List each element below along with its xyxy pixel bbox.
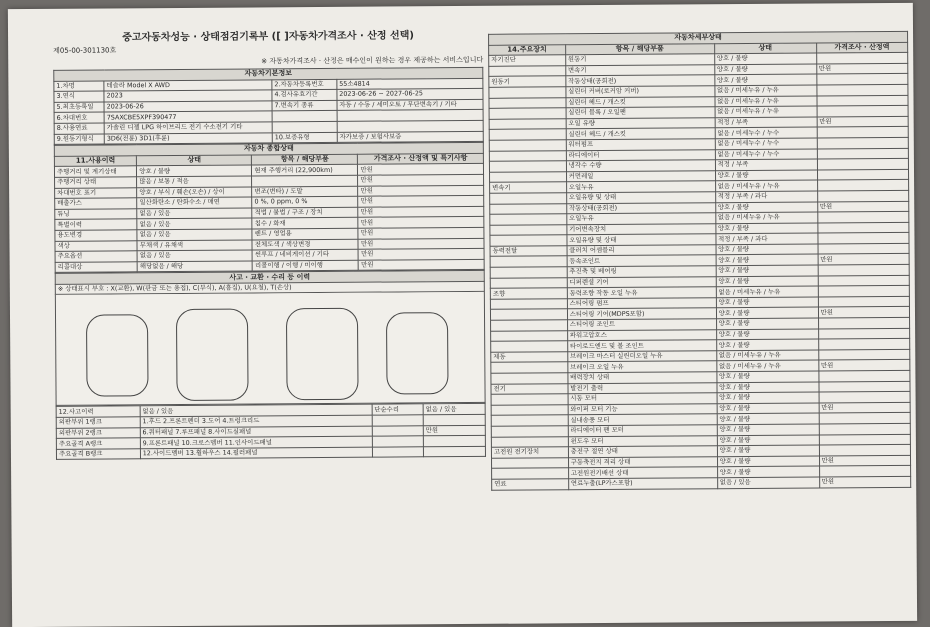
basic-cell-v: 7SAXCBE5XPF390477	[104, 111, 272, 123]
overall-cell-p: 만원	[359, 259, 485, 270]
basic-cell-v: 3D6(전륜) 3D1(후륜)	[104, 132, 272, 144]
detail-cell-s: 없음 / 미세누유 / 누유	[716, 360, 818, 371]
basic-cell-k2: 10.보증유형	[272, 132, 337, 143]
detail-cell-s: 없음 / 미세누유 / 누유	[714, 85, 816, 96]
detail-cell-i: 등속조인트	[567, 255, 716, 267]
right-page	[488, 3, 912, 624]
overall-cell-p: 만원	[359, 248, 485, 259]
accident-cell-k2	[372, 436, 423, 447]
detail-cell-g	[489, 66, 566, 77]
basic-cell-v: 가솔린 디젤 LPG 하이브리드 전기 수소전기 기타	[104, 122, 272, 134]
car-diagram	[55, 292, 486, 406]
detail-cell-i: 디퍼렌셜 기어	[567, 276, 716, 288]
detail-cell-p: 만원	[818, 360, 909, 371]
detail-column-header: 가격조사 · 산정액	[816, 42, 907, 53]
detail-cell-p	[818, 275, 909, 286]
detail-cell-i: 발전기 출력	[568, 382, 717, 394]
detail-cell-i: 오일유량 및 상태	[567, 234, 716, 246]
detail-cell-s: 양호 / 불량	[716, 371, 818, 382]
detail-cell-i: 라디에이터 팬 모터	[568, 425, 717, 437]
detail-cell-i: 작동상태(공회전)	[566, 202, 715, 214]
detail-cell-s: 없음 / 미세누수 / 누수	[715, 149, 817, 160]
car-side-left-outline	[86, 315, 149, 397]
detail-cell-g	[490, 203, 567, 214]
detail-cell-g	[491, 426, 568, 437]
detail-cell-p	[816, 53, 907, 64]
overall-cell-i: 현재 주행거리 (22,900km)	[252, 165, 358, 176]
detail-cell-p	[818, 328, 909, 339]
inspection-document	[8, 3, 917, 627]
overall-cell-i: 썬루프 / 네비게이션 / 기타	[252, 249, 358, 260]
overall-cell-v: 일산화탄소 / 탄화수소 / 매연	[137, 197, 252, 208]
detail-cell-p	[818, 286, 909, 297]
detail-cell-i: 연료누출(LP가스포함)	[568, 478, 717, 490]
basic-cell-v2: 자동 / 수동 / 세미오토 / 무단변속기 / 기타	[337, 99, 483, 111]
overall-cell-i	[252, 175, 358, 186]
detail-cell-p	[817, 169, 908, 180]
basic-cell-v2: 55소4814	[337, 78, 483, 90]
detail-cell-p	[819, 381, 910, 392]
detail-cell-p	[819, 445, 910, 456]
detail-cell-p	[817, 222, 908, 233]
detail-cell-s: 양호 / 불량	[717, 392, 819, 403]
detail-cell-p	[818, 243, 909, 254]
detail-cell-p	[817, 211, 908, 222]
accident-cell-v: 12.사이드멤버 13.휠하우스 14.필러패널	[140, 447, 372, 459]
detail-cell-s: 양호 / 불량	[716, 329, 818, 340]
detail-cell-s: 양호 / 불량	[714, 64, 816, 75]
detail-cell-g	[490, 214, 567, 225]
basic-cell-k: 1.차명	[54, 81, 104, 92]
detail-cell-p	[819, 413, 910, 424]
basic-cell-v: 2023	[104, 90, 272, 102]
detail-cell-s: 없음 / 있음	[717, 477, 819, 488]
overall-cell-p: 만원	[358, 227, 484, 238]
detail-cell-g	[490, 299, 567, 310]
detail-cell-g	[490, 277, 567, 288]
detail-cell-p	[818, 339, 909, 350]
overall-cell-i: 적법 / 불법 / 구조 / 장치	[252, 207, 358, 218]
detail-status-table	[488, 31, 911, 490]
detail-cell-s: 양호 / 불량	[715, 202, 817, 213]
detail-cell-i: 워터펌프	[566, 139, 715, 151]
detail-cell-p	[818, 296, 909, 307]
accident-row	[56, 446, 485, 460]
detail-cell-g: 자기진단	[489, 55, 566, 66]
detail-cell-s: 양호 / 불량	[716, 244, 818, 255]
accident-legend: ※ 상태표시 부호 : X(교환), W(판금 또는 용접), C(부식), A(흠집), U(요철), T(손상)	[55, 281, 484, 295]
overall-cell-p: 만원	[358, 164, 484, 175]
detail-cell-g: 고전원 전기장치	[491, 447, 568, 458]
document-title: 중고자동차성능 · 상태점검기록부 ([ ]자동차가격조사 · 산정 선택)	[122, 30, 414, 44]
overall-cell-i: 렌트 / 영업용	[252, 228, 358, 239]
detail-cell-i: 충전구 절연 상태	[568, 446, 717, 458]
overall-cell-v: 없음 / 있음	[137, 250, 252, 261]
detail-cell-p	[817, 148, 908, 159]
basic-cell-k: 9.원동기형식	[54, 134, 104, 145]
detail-cell-i: 시동 모터	[568, 393, 717, 405]
basic-cell-k2	[272, 121, 337, 132]
detail-cell-p: 만원	[818, 254, 909, 265]
accident-cell-k: 주요골격 B랭크	[56, 449, 140, 460]
overall-cell-v: 없음 / 있음	[137, 229, 252, 240]
detail-cell-i: 실린더 헤드 / 개스킷	[566, 96, 715, 108]
detail-cell-s: 양호 / 불량	[714, 53, 816, 64]
detail-cell-g	[489, 140, 566, 151]
detail-cell-s: 양호 / 불량	[716, 307, 818, 318]
detail-cell-s: 양호 / 불량	[716, 297, 818, 308]
car-side-right-outline	[386, 313, 449, 395]
detail-cell-i: 동력조향 작동 오일 누유	[567, 287, 716, 299]
overall-cell-k: 리콜대상	[55, 261, 137, 272]
accident-cell-v: 없음 / 있음	[140, 405, 372, 417]
detail-cell-i: 냉각수 수량	[566, 160, 715, 172]
detail-cell-s: 양호 / 불량	[714, 74, 816, 85]
detail-cell-s: 없음 / 미세누유 / 누유	[716, 286, 818, 297]
detail-cell-i: 윈도우 모터	[568, 435, 717, 447]
overall-cell-i: 0 %, 0 ppm, 0 %	[252, 196, 358, 207]
detail-cell-g	[489, 108, 566, 119]
detail-cell-p	[819, 423, 910, 434]
detail-cell-g	[489, 119, 566, 130]
detail-cell-i: 원동기	[565, 54, 714, 66]
detail-cell-p: 만원	[817, 116, 908, 127]
overall-cell-i: 전체도색 / 색상변경	[252, 239, 358, 250]
detail-cell-i: 변속기	[565, 65, 714, 77]
accident-cell-v: 9.프론트패널 10.크로스멤버 11.인사이드패널	[140, 436, 372, 448]
overall-cell-i: 침수 / 화재	[252, 218, 358, 229]
overall-cell-p: 만원	[358, 238, 484, 249]
detail-cell-s: 적정 / 부족 / 과다	[715, 191, 817, 202]
detail-cell-g	[489, 161, 566, 172]
detail-cell-s: 양호 / 불량	[716, 265, 818, 276]
detail-cell-g	[491, 405, 568, 416]
accident-cell-k: 12.사고이력	[56, 406, 140, 417]
detail-cell-s: 없음 / 미세누유 / 누유	[715, 96, 817, 107]
overall-cell-p: 만원	[358, 217, 484, 228]
detail-column-header: 항목 / 해당부품	[565, 43, 714, 55]
detail-cell-i: 브레이크 오일 누유	[568, 361, 717, 373]
detail-cell-i: 스티어링 조인트	[567, 319, 716, 331]
detail-cell-s: 적정 / 부족 / 과다	[716, 233, 818, 244]
overall-status-header: 자동차 종합상태	[54, 143, 483, 157]
detail-cell-g: 조향	[490, 288, 567, 299]
accident-cell-k2	[372, 415, 423, 426]
overall-cell-p: 만원	[358, 195, 484, 206]
detail-cell-s: 없음 / 미세누유 / 누유	[715, 180, 817, 191]
overall-cell-v: 많음 / 보통 / 적음	[137, 176, 252, 187]
detail-cell-p: 만원	[819, 476, 910, 487]
overall-cell-k: 주행거리 상태	[55, 177, 137, 188]
detail-cell-g: 전기	[491, 383, 568, 394]
detail-cell-s: 양호 / 불량	[715, 170, 817, 181]
detail-cell-p: 만원	[819, 402, 910, 413]
accident-cell-v2: 만원	[423, 425, 485, 436]
left-page	[53, 6, 487, 627]
detail-cell-s: 양호 / 불량	[716, 339, 818, 350]
accident-history-header: 사고 · 교환 · 수리 등 이력	[55, 271, 484, 285]
overall-cell-p: 만원	[358, 174, 484, 185]
basic-cell-k: 3.연식	[54, 91, 104, 102]
detail-cell-g	[491, 341, 568, 352]
detail-cell-g	[490, 256, 567, 267]
detail-cell-g	[490, 193, 567, 204]
detail-cell-s: 양호 / 불량	[717, 382, 819, 393]
detail-cell-s: 양호 / 불량	[716, 254, 818, 265]
detail-cell-g: 연료	[492, 479, 569, 490]
detail-cell-s: 없음 / 미세누유 / 누유	[716, 350, 818, 361]
overall-cell-v: 무채색 / 유채색	[137, 239, 252, 250]
detail-cell-g	[490, 267, 567, 278]
accident-detail-table	[56, 403, 486, 460]
detail-cell-i: 추진축 및 베어링	[567, 266, 716, 278]
detail-cell-i: 타이로드엔드 및 볼 조인트	[567, 340, 716, 352]
accident-cell-k: 주요골격 A랭크	[56, 438, 140, 449]
detail-cell-g: 동력전달	[490, 246, 567, 257]
detail-cell-i: 오일 유량	[566, 117, 715, 129]
detail-cell-i: 실내송풍 모터	[568, 414, 717, 426]
basic-cell-k2: 2.자동차등록번호	[272, 79, 337, 90]
detail-cell-g	[489, 87, 566, 98]
detail-cell-i: 스티어링 기어(MDPS포함)	[567, 308, 716, 320]
detail-cell-g	[491, 373, 568, 384]
detail-cell-p	[818, 233, 909, 244]
detail-cell-p	[818, 349, 909, 360]
basic-cell-v: 2023-06-26	[104, 101, 272, 113]
detail-cell-s: 없음 / 미세누수 / 누수	[715, 127, 817, 138]
detail-cell-p	[817, 137, 908, 148]
detail-cell-s: 양호 / 불량	[717, 435, 819, 446]
overall-cell-k: 차대번호 표기	[55, 187, 137, 198]
overall-cell-k: 주행거리 및 계기상태	[54, 166, 136, 177]
accident-cell-v2	[423, 436, 485, 447]
overall-cell-i: 변조(변타) / 도말	[252, 186, 358, 197]
detail-cell-p	[817, 180, 908, 191]
detail-cell-i: 고전원전기배선 상태	[568, 467, 717, 479]
overall-cell-k: 색상	[55, 240, 137, 251]
detail-cell-g: 원동기	[489, 76, 566, 87]
detail-cell-g	[489, 129, 566, 140]
basic-cell-v2: 자가보증 / 보험사보증	[337, 131, 483, 143]
overall-status-table	[54, 142, 485, 273]
detail-cell-g	[491, 458, 568, 469]
overall-cell-i: 리콜이행 / 이행 / 미이행	[252, 260, 358, 271]
basic-info-header: 자동차기본정보	[54, 67, 483, 81]
detail-cell-p	[818, 317, 909, 328]
detail-cell-i: 파워고압호스	[567, 329, 716, 341]
detail-cell-i: 브레이크 마스터 실린더오일 누유	[567, 351, 716, 363]
detail-cell-i: 라디에이터	[566, 149, 715, 161]
detail-cell-g	[491, 394, 568, 405]
detail-cell-i: 오일누유	[566, 181, 715, 193]
detail-cell-s: 양호 / 불량	[717, 466, 819, 477]
detail-cell-s: 적정 / 부족	[715, 117, 817, 128]
accident-cell-k2: 단순수리	[372, 404, 423, 415]
overall-column-header: 항목 / 해당부품	[252, 154, 358, 165]
overall-column-header: 11.사용이력	[54, 156, 136, 167]
detail-cell-s: 적정 / 부족	[715, 159, 817, 170]
basic-cell-v2: 2023-06-26 ~ 2027-06-25	[337, 89, 483, 101]
detail-cell-i: 커먼레일	[566, 170, 715, 182]
overall-cell-v: 없음 / 있음	[137, 218, 252, 229]
detail-cell-s: 양호 / 불량	[717, 413, 819, 424]
accident-cell-k2	[372, 447, 423, 458]
overall-cell-k: 튜닝	[55, 208, 137, 219]
detail-cell-p	[817, 106, 908, 117]
detail-cell-g: 제동	[491, 352, 568, 363]
detail-cell-g	[489, 97, 566, 108]
detail-cell-s: 없음 / 미세누유 / 누유	[715, 212, 817, 223]
detail-row	[492, 476, 911, 490]
detail-cell-g	[490, 235, 567, 246]
detail-cell-g	[491, 436, 568, 447]
detail-cell-g	[490, 309, 567, 320]
detail-cell-g	[490, 171, 567, 182]
overall-column-header: 가격조사 · 산정액 및 특기사항	[358, 153, 484, 164]
basic-cell-k2: 7.변속기 종류	[272, 100, 337, 111]
detail-status-header: 자동차세부상태	[489, 31, 908, 45]
detail-cell-s: 양호 / 불량	[716, 318, 818, 329]
detail-cell-s: 없음 / 미세누수 / 누수	[715, 138, 817, 149]
detail-cell-i: 오일유량 및 상태	[566, 192, 715, 204]
detail-cell-g	[492, 468, 569, 479]
overall-cell-p: 만원	[358, 206, 484, 217]
accident-cell-v: 6.쿼터패널 7.루프패널 8.사이드실패널	[140, 426, 372, 438]
detail-cell-p: 만원	[818, 307, 909, 318]
accident-cell-v2	[423, 414, 485, 425]
car-top-front-outline	[176, 309, 249, 402]
detail-cell-g: 변속기	[490, 182, 567, 193]
detail-cell-g	[491, 362, 568, 373]
detail-cell-g	[491, 320, 568, 331]
service-note: ※ 자동차가격조사 · 산정은 매수인이 원하는 경우 제공하는 서비스입니다	[261, 55, 484, 66]
detail-column-header: 14.주요장치	[489, 44, 566, 55]
overall-cell-k: 주요옵션	[55, 251, 137, 262]
detail-cell-s: 양호 / 불량	[716, 276, 818, 287]
accident-history-table	[55, 270, 485, 295]
document-number: 제05-00-301130호	[53, 46, 117, 55]
detail-cell-s: 양호 / 불량	[717, 445, 819, 456]
accident-cell-v2	[423, 446, 485, 457]
accident-cell-v2: 없음 / 있음	[423, 404, 485, 415]
basic-cell-k2	[272, 111, 337, 122]
detail-cell-p	[819, 434, 910, 445]
overall-cell-v: 없음 / 있음	[137, 208, 252, 219]
detail-cell-p	[817, 159, 908, 170]
detail-cell-p	[816, 84, 907, 95]
detail-cell-i: 실린더 블록 / 오일팬	[566, 107, 715, 119]
basic-cell-v: 테슬라 Model X AWD	[104, 79, 272, 91]
detail-cell-i: 스티어링 펌프	[567, 298, 716, 310]
overall-cell-k: 특별이력	[55, 219, 137, 230]
detail-cell-i: 작동상태(공회전)	[566, 75, 715, 87]
detail-cell-p	[817, 95, 908, 106]
detail-cell-p: 만원	[816, 63, 907, 74]
detail-cell-p	[816, 74, 907, 85]
overall-cell-v: 양호 / 불량	[137, 165, 252, 176]
overall-cell-v: 해당없음 / 해당	[137, 261, 252, 272]
detail-cell-p: 만원	[819, 455, 910, 466]
detail-cell-i: 실린더 커버(로커암 커버)	[566, 86, 715, 98]
basic-cell-k: 8.사용연료	[54, 123, 104, 134]
detail-cell-s: 없음 / 미세누유 / 누유	[715, 106, 817, 117]
detail-cell-p	[817, 190, 908, 201]
detail-cell-g	[491, 415, 568, 426]
detail-cell-p	[818, 264, 909, 275]
detail-cell-p: 만원	[817, 201, 908, 212]
detail-column-header: 상태	[714, 43, 816, 54]
detail-cell-i: 클러치 어셈블리	[567, 245, 716, 257]
detail-cell-g	[489, 150, 566, 161]
basic-cell-k: 5.최초등록일	[54, 102, 104, 113]
detail-cell-p	[818, 370, 909, 381]
detail-cell-p	[819, 466, 910, 477]
car-top-rear-outline	[286, 308, 359, 401]
basic-cell-k: 6.차대번호	[54, 112, 104, 123]
detail-cell-s: 양호 / 불량	[715, 223, 817, 234]
detail-cell-i: 구동축전지 격리 상태	[568, 456, 717, 468]
detail-cell-i: 오일누유	[566, 213, 715, 225]
overall-cell-p: 만원	[358, 185, 484, 196]
basic-info-table	[53, 67, 484, 145]
detail-cell-g	[490, 224, 567, 235]
detail-cell-s: 양호 / 불량	[717, 403, 819, 414]
overall-column-header: 상태	[137, 155, 252, 166]
accident-cell-k: 외판부위 2랭크	[56, 427, 140, 438]
detail-cell-p	[817, 127, 908, 138]
detail-cell-s: 양호 / 불량	[717, 424, 819, 435]
detail-cell-i: 배력장치 상태	[568, 372, 717, 384]
detail-cell-g	[491, 330, 568, 341]
detail-cell-i: 기어변속장치	[567, 223, 716, 235]
detail-cell-s: 양호 / 불량	[717, 456, 819, 467]
detail-cell-i: 와이퍼 모터 기능	[568, 404, 717, 416]
accident-cell-k: 외판부위 1랭크	[56, 417, 140, 428]
overall-cell-k: 배출가스	[55, 198, 137, 209]
detail-cell-i: 실린더 헤드 / 개스킷	[566, 128, 715, 140]
overall-cell-v: 양호 / 부식 / 훼손(오손) / 상이	[137, 186, 252, 197]
accident-cell-v: 1.후드 2.프론트펜더 3.도어 4.트렁크리드	[140, 415, 372, 427]
detail-cell-p	[819, 392, 910, 403]
overall-cell-k: 용도변경	[55, 230, 137, 241]
accident-cell-k2	[372, 425, 423, 436]
basic-cell-k2: 4.검사유효기간	[272, 90, 337, 101]
